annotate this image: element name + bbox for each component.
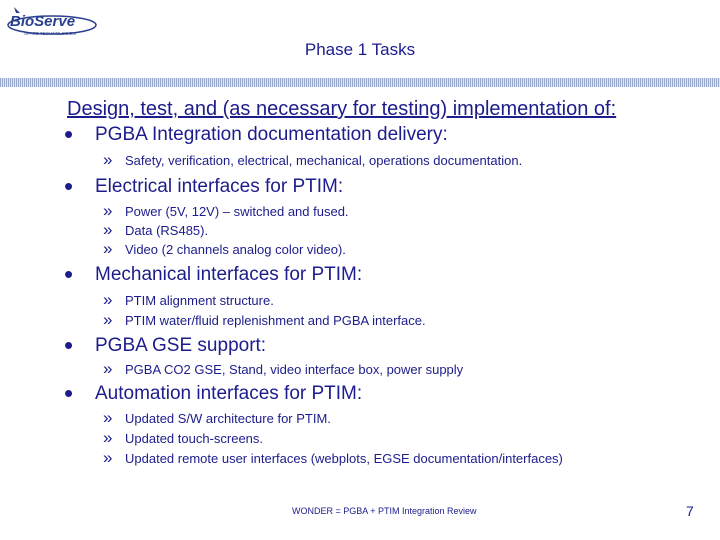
sub-item (103, 448, 563, 467)
sub-item (103, 150, 523, 169)
title-divider (0, 78, 720, 87)
section-heading: Mechanical interfaces for PTIM: (95, 264, 363, 285)
chevron-icon: » (103, 239, 113, 258)
bioserve-logo (6, 4, 98, 38)
chevron-icon: » (103, 359, 113, 378)
slide-title-text: Phase 1 Tasks (304, 40, 416, 59)
logo-subtext: SPACE TECHNOLOGIES (24, 31, 76, 36)
sub-item (103, 290, 274, 309)
chevron-icon: » (103, 310, 113, 329)
bullet-icon: • (64, 259, 74, 289)
intro-text: Design, test, and (as necessary for testing) implementation of: (67, 98, 617, 120)
logo-graphic (6, 4, 98, 38)
chevron-icon: » (103, 220, 113, 239)
sub-item (103, 220, 209, 239)
sub-item (103, 239, 346, 258)
bullet-icon: • (64, 378, 74, 408)
logo-text: BioServe (10, 13, 76, 30)
section-heading: PGBA GSE support: (95, 335, 267, 356)
bullet-icon: • (64, 171, 74, 201)
chevron-icon: » (103, 201, 113, 220)
sub-item-text: Updated touch-screens. (125, 431, 264, 446)
chevron-icon: » (103, 448, 113, 467)
bullet-icon: • (64, 119, 74, 149)
sub-item (103, 359, 464, 378)
sub-item-text: Data (RS485). (125, 223, 209, 238)
sub-item-text: Video (2 channels analog color video). (125, 242, 346, 257)
sub-item-text: PTIM alignment structure. (125, 293, 274, 308)
sub-item-text: PGBA CO2 GSE, Stand, video interface box, power supply (125, 362, 464, 377)
chevron-icon: » (103, 428, 113, 447)
chevron-icon: » (103, 150, 113, 169)
sub-item-text: Safety, verification, electrical, mechanical, operations documentation. (125, 153, 523, 168)
sub-item-text: Updated S/W architecture for PTIM. (125, 411, 331, 426)
bullet-icon: • (64, 330, 74, 360)
footer-text: WONDER = PGBA + PTIM Integration Review (292, 506, 477, 516)
section-heading: Electrical interfaces for PTIM: (95, 176, 344, 197)
chevron-icon: » (103, 290, 113, 309)
sub-item (103, 310, 426, 329)
slide-title (0, 40, 720, 60)
chevron-icon: » (103, 408, 113, 427)
sub-item (103, 201, 349, 220)
sub-item (103, 428, 264, 447)
section-heading: PGBA Integration documentation delivery: (95, 124, 448, 145)
sub-item (103, 408, 331, 427)
sub-item-text: Power (5V, 12V) – switched and fused. (125, 204, 349, 219)
section-heading: Automation interfaces for PTIM: (95, 383, 363, 404)
sub-item-text: Updated remote user interfaces (webplots, EGSE documentation/interfaces) (125, 451, 563, 466)
page-number: 7 (686, 503, 694, 519)
sub-item-text: PTIM water/fluid replenishment and PGBA interface. (125, 313, 426, 328)
